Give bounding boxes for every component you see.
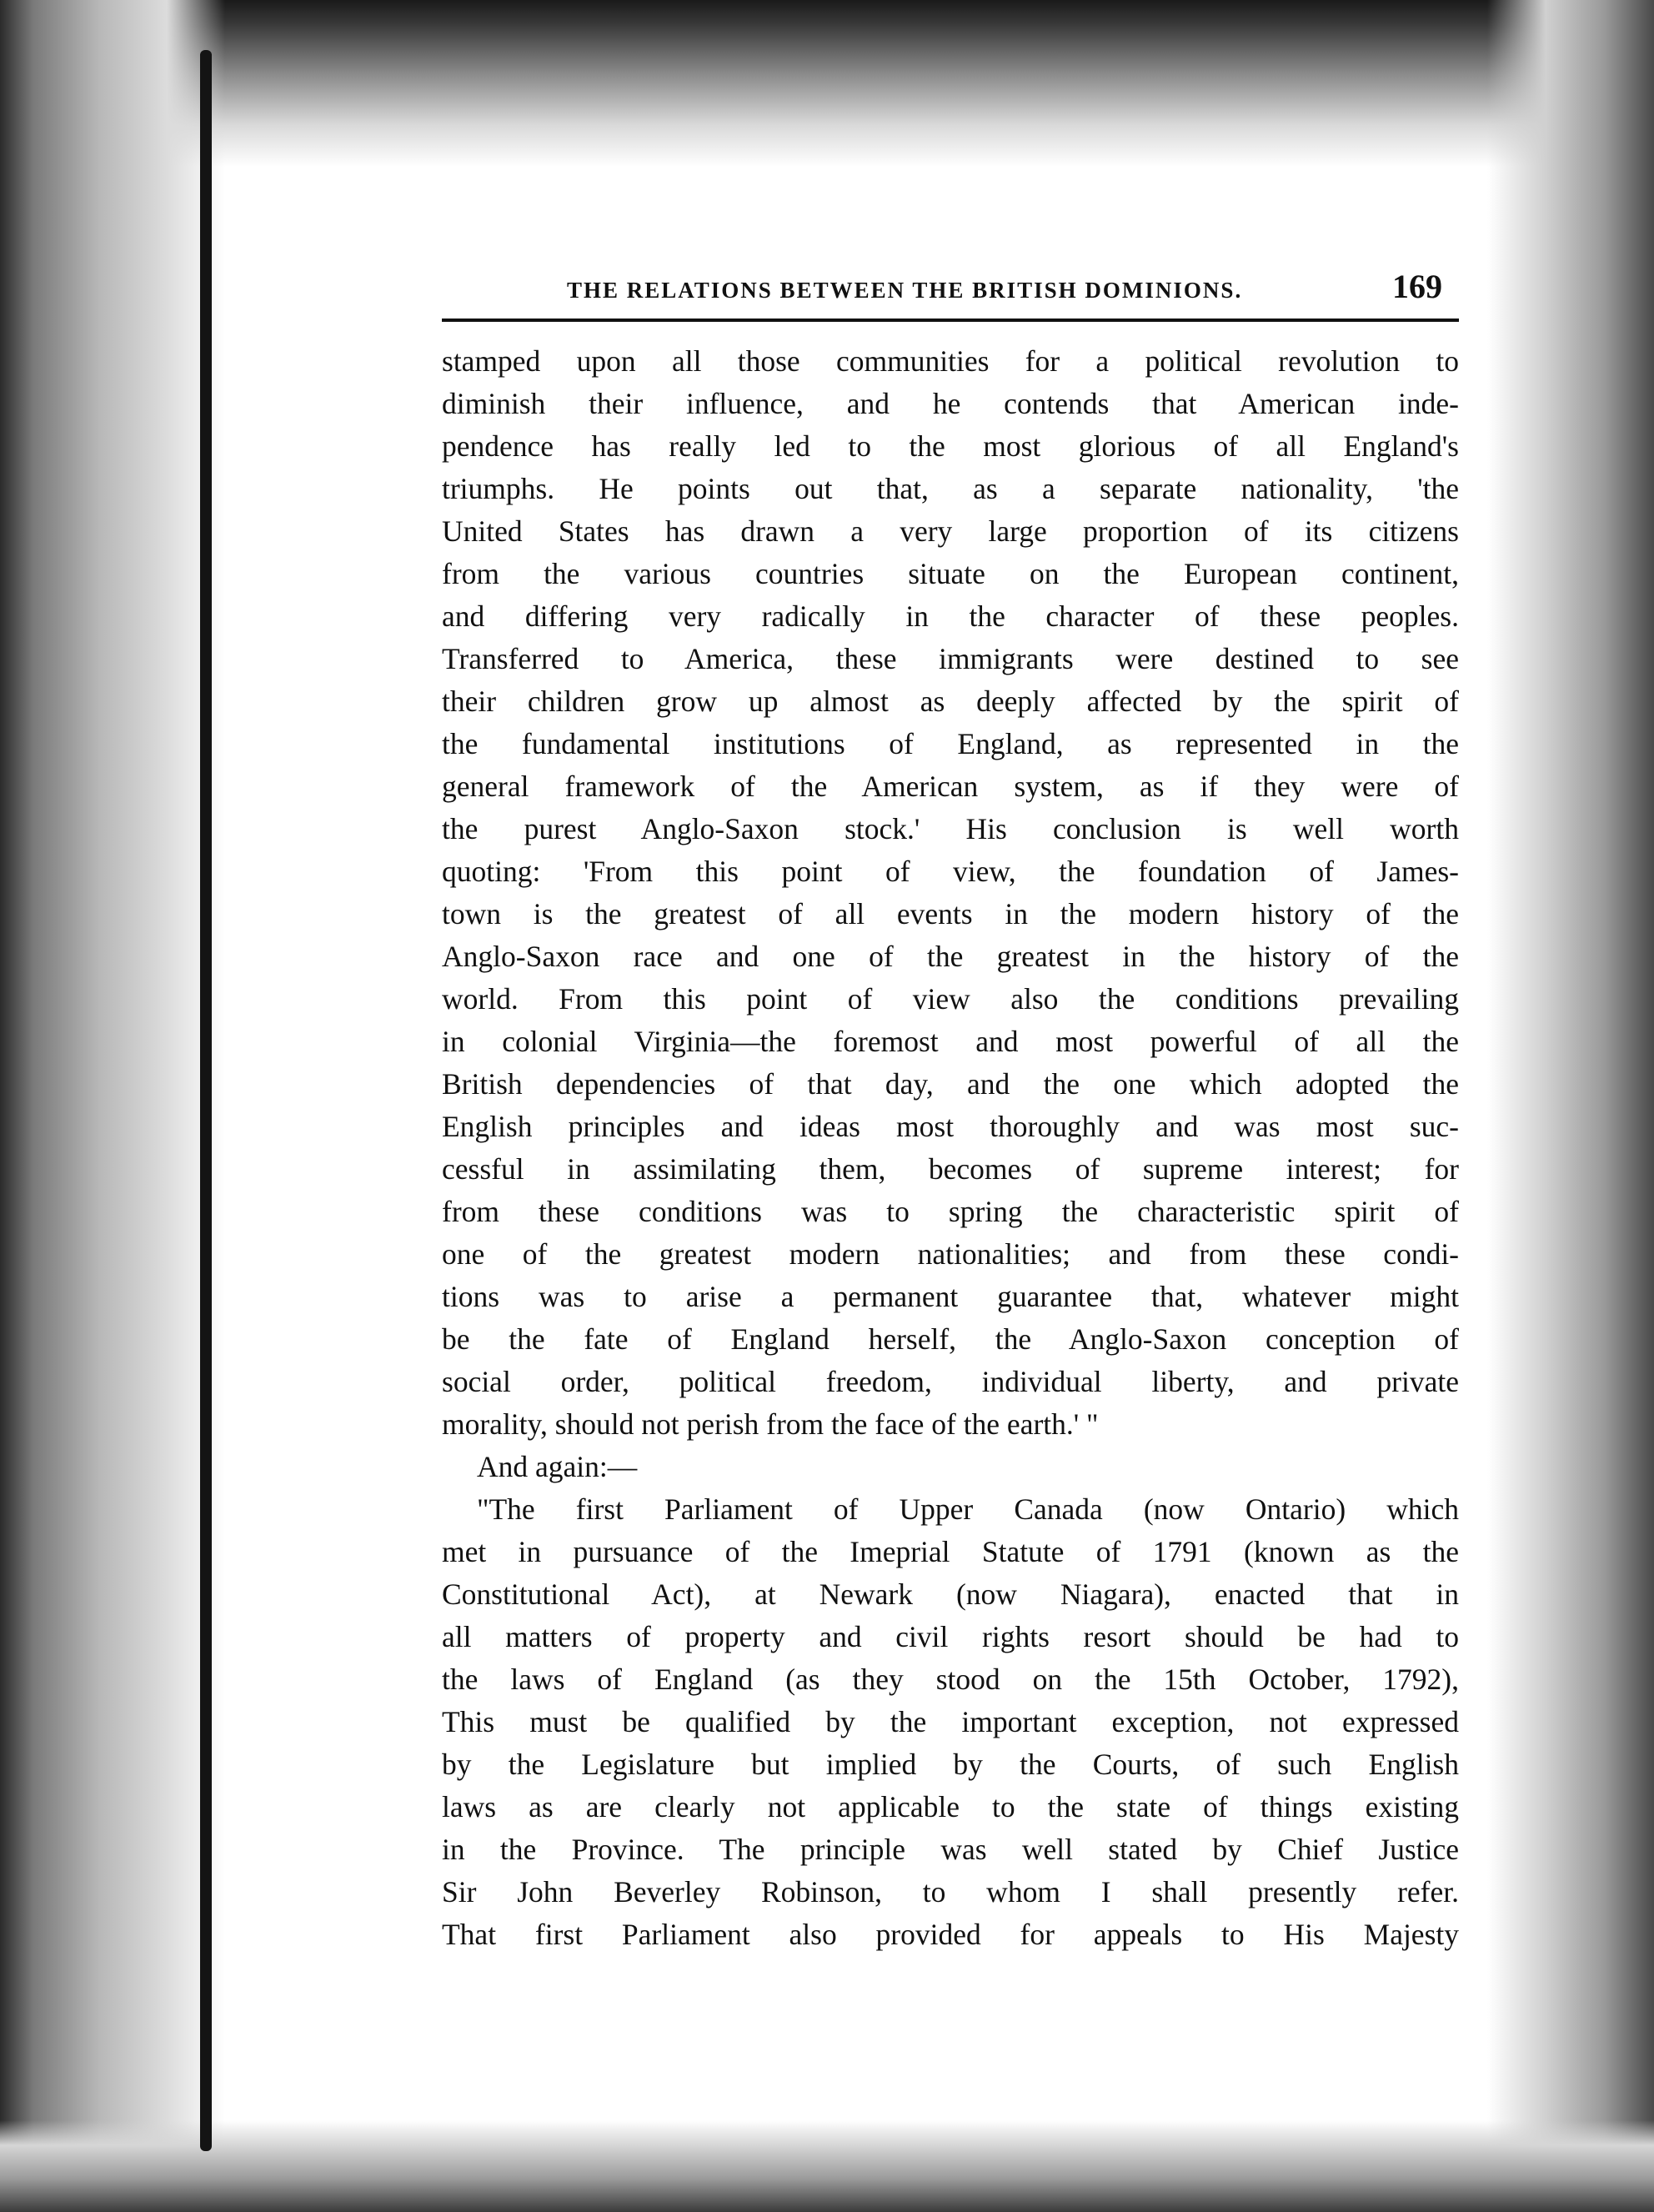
quote-line: That first Parliament also provided for appeals to His Majesty	[442, 1918, 1459, 1951]
quote-line: by the Legislature but implied by the Courts, of such English	[442, 1748, 1459, 1781]
text-line: world. From this point of view also the conditions prevailing	[442, 982, 1459, 1016]
quote-line: met in pursuance of the Imeprial Statute of 1791 (known as the	[442, 1535, 1459, 1568]
text-line: from these conditions was to spring the characteristic spirit of	[442, 1195, 1459, 1228]
text-line: town is the greatest of all events in the modern history of the	[442, 897, 1459, 930]
text-line: and differing very radically in the character of these peoples.	[442, 599, 1459, 633]
text-line: from the various countries situate on the European continent,	[442, 557, 1459, 590]
text-line: English principles and ideas most thoroughly and was most suc-	[442, 1110, 1459, 1143]
quote-line: Constitutional Act), at Newark (now Niagara), enacted that in	[442, 1577, 1459, 1611]
scan-bottom-edge	[0, 2120, 1654, 2212]
text-line: stamped upon all those communities for a political revolution to	[442, 344, 1459, 378]
scan-left-edge	[0, 0, 225, 2212]
text-line: triumphs. He points out that, as a separate nationality, 'the	[442, 472, 1459, 505]
running-head	[442, 267, 1459, 319]
scan-right-edge	[1487, 0, 1654, 2212]
text-line: the fundamental institutions of England, as represented in the	[442, 727, 1459, 760]
text-line: general framework of the American system, as if they were of	[442, 770, 1459, 803]
text-line: Transferred to America, these immigrants were destined to see	[442, 642, 1459, 675]
quote-line: in the Province. The principle was well stated by Chief Justice	[442, 1833, 1459, 1866]
text-line: the purest Anglo-Saxon stock.' His conclusion is well worth	[442, 812, 1459, 845]
running-title: THE RELATIONS BETWEEN THE BRITISH DOMINIONS.	[567, 278, 1243, 303]
scan-top-edge	[0, 0, 1654, 167]
quote-line: all matters of property and civil rights resort should be had to	[442, 1620, 1459, 1653]
text-line: tions was to arise a permanent guarantee that, whatever might	[442, 1280, 1459, 1313]
text-line: British dependencies of that day, and the one which adopted the	[442, 1067, 1459, 1101]
quote-line: This must be qualified by the important exception, not expressed	[442, 1705, 1459, 1738]
quote-line: "The first Parliament of Upper Canada (now Ontario) which	[477, 1492, 1459, 1526]
quote-line: Sir John Beverley Robinson, to whom I shall presently refer.	[442, 1875, 1459, 1909]
text-line: their children grow up almost as deeply affected by the spirit of	[442, 685, 1459, 718]
text-line: Anglo-Saxon race and one of the greatest in the history of the	[442, 940, 1459, 973]
text-line: social order, political freedom, individual liberty, and private	[442, 1365, 1459, 1398]
text-line: morality, should not perish from the face of the earth.' "	[442, 1407, 1099, 1441]
book-page	[442, 267, 1459, 1956]
text-line: one of the greatest modern nationalities; and from these condi-	[442, 1237, 1459, 1271]
text-line: be the fate of England herself, the Anglo-Saxon conception of	[442, 1322, 1459, 1356]
and-again-line: And again:—	[477, 1450, 638, 1483]
text-line: quoting: 'From this point of view, the foundation of James-	[442, 855, 1459, 888]
text-line: cessful in assimilating them, becomes of supreme interest; for	[442, 1152, 1459, 1186]
text-line: pendence has really led to the most glorious of all England's	[442, 429, 1459, 463]
quote-line: laws as are clearly not applicable to the state of things existing	[442, 1790, 1459, 1823]
text-line: diminish their influence, and he contends that American inde-	[442, 387, 1459, 420]
text-line: United States has drawn a very large proportion of its citizens	[442, 514, 1459, 548]
page-number: 169	[1392, 268, 1442, 305]
text-line: in colonial Virginia—the foremost and most powerful of all the	[442, 1025, 1459, 1058]
header-rule	[442, 319, 1459, 322]
quote-line: the laws of England (as they stood on the 15th October, 1792),	[442, 1663, 1459, 1696]
book-binding	[200, 50, 212, 2151]
body-text	[442, 340, 1459, 1956]
